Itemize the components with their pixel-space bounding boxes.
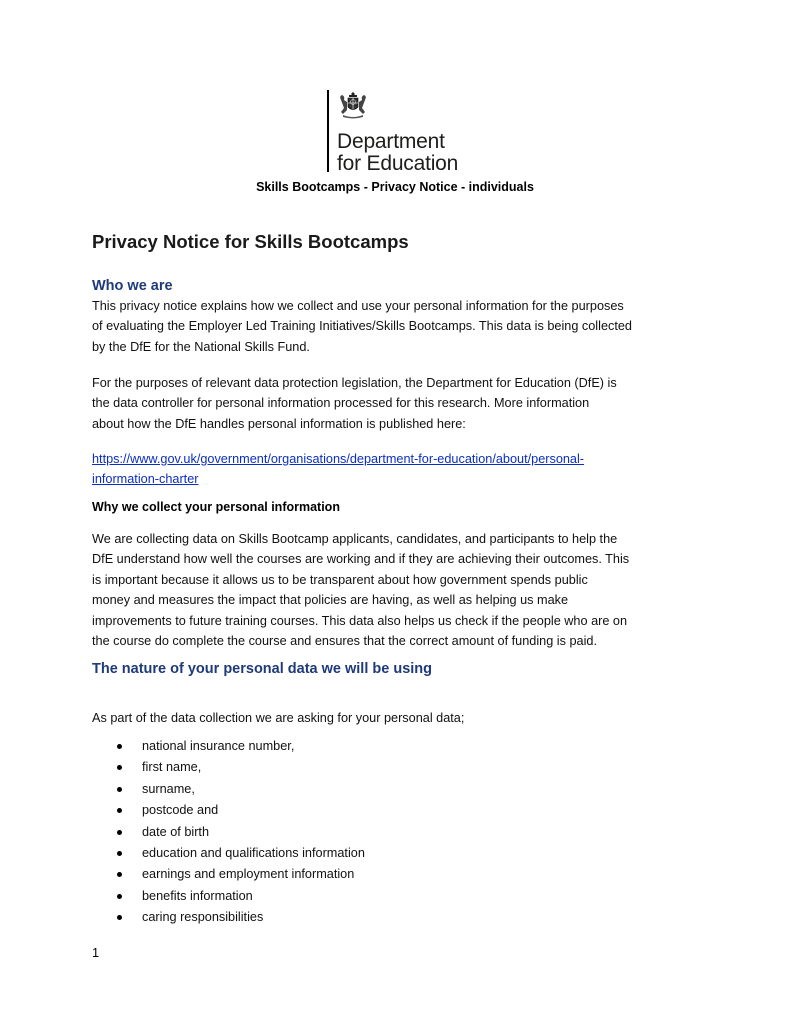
text-line: the course do complete the course and ensures that the correct amount of funding is paid. bbox=[92, 634, 597, 649]
list-item-text: earnings and employment information bbox=[142, 867, 355, 882]
personal-data-list bbox=[113, 736, 613, 929]
bullet-icon bbox=[117, 851, 122, 856]
list-item-text: education and qualifications information bbox=[142, 846, 365, 861]
bullet-icon bbox=[117, 830, 122, 835]
page-number: 1 bbox=[92, 946, 100, 960]
list-item-text: national insurance number, bbox=[142, 739, 295, 753]
list-item-text: caring responsibilities bbox=[142, 910, 264, 925]
text-line: We are collecting data on Skills Bootcamp applicants, candidates, and participants to help the bbox=[92, 532, 618, 546]
text-line: of evaluating the Employer Led Training Initiatives/Skills Bootcamps. This data is being collected bbox=[92, 319, 632, 334]
text-line: As part of the data collection we are asking for your personal data; bbox=[92, 711, 465, 725]
document-header: Skills Bootcamps - Privacy Notice - individuals bbox=[256, 180, 534, 194]
logo-text-for-education: for Education bbox=[337, 152, 459, 175]
personal-information-charter-link[interactable] bbox=[92, 449, 702, 490]
bullet-icon bbox=[117, 765, 122, 770]
list-item-text: date of birth bbox=[142, 824, 210, 839]
bullet-icon bbox=[117, 808, 122, 813]
list-item bbox=[113, 907, 613, 928]
list-item-text: surname, bbox=[142, 781, 195, 796]
bullet-icon bbox=[117, 744, 122, 749]
paragraph-who-we-are-2 bbox=[92, 373, 702, 434]
royal-coat-of-arms-icon bbox=[337, 92, 369, 120]
text-line: by the DfE for the National Skills Fund. bbox=[92, 339, 310, 354]
list-item bbox=[113, 736, 613, 757]
list-item bbox=[113, 800, 613, 821]
list-item bbox=[113, 864, 613, 885]
bullet-icon bbox=[117, 787, 122, 792]
text-line: For the purposes of relevant data protection legislation, the Department for Education (DfE) is bbox=[92, 376, 617, 390]
dfe-logo bbox=[327, 90, 487, 175]
list-item bbox=[113, 886, 613, 907]
text-line: improvements to future training courses. This data also helps us check if the people who are on bbox=[92, 613, 628, 628]
bullet-icon bbox=[117, 915, 122, 920]
page-title: Privacy Notice for Skills Bootcamps bbox=[92, 231, 409, 252]
heading-who-we-are: Who we are bbox=[92, 278, 173, 294]
text-line: This privacy notice explains how we collect and use your personal information for the purposes bbox=[92, 299, 624, 313]
link-text-line[interactable]: https://www.gov.uk/government/organisations/department-for-education/about/personal- bbox=[92, 452, 585, 466]
list-item bbox=[113, 779, 613, 800]
list-item-text: benefits information bbox=[142, 888, 253, 903]
list-item bbox=[113, 757, 613, 778]
bullet-icon bbox=[117, 872, 122, 877]
list-item bbox=[113, 843, 613, 864]
text-line: money and measures the impact that policies are having, as well as helping us make bbox=[92, 593, 569, 608]
paragraph-data-intro bbox=[92, 708, 702, 728]
paragraph-who-we-are-1 bbox=[92, 296, 702, 357]
text-line: is important because it allows us to be transparent about how government spends public bbox=[92, 572, 588, 587]
text-line: the data controller for personal information processed for this research. More information bbox=[92, 396, 590, 411]
link-text-line[interactable]: information-charter bbox=[92, 472, 199, 487]
text-line: DfE understand how well the courses are working and if they are achieving their outcomes. This bbox=[92, 552, 630, 567]
heading-nature-of-data: The nature of your personal data we will be using bbox=[92, 661, 432, 677]
list-item bbox=[113, 822, 613, 843]
list-item-text: first name, bbox=[142, 760, 202, 775]
paragraph-why-we-collect bbox=[92, 529, 702, 651]
text-line: about how the DfE handles personal information is published here: bbox=[92, 416, 466, 431]
bullet-icon bbox=[117, 894, 122, 899]
logo-text-department: Department bbox=[337, 130, 445, 153]
list-item-text: postcode and bbox=[142, 803, 219, 818]
logo-divider-line bbox=[327, 90, 329, 172]
heading-why-we-collect: Why we collect your personal information bbox=[92, 500, 340, 514]
